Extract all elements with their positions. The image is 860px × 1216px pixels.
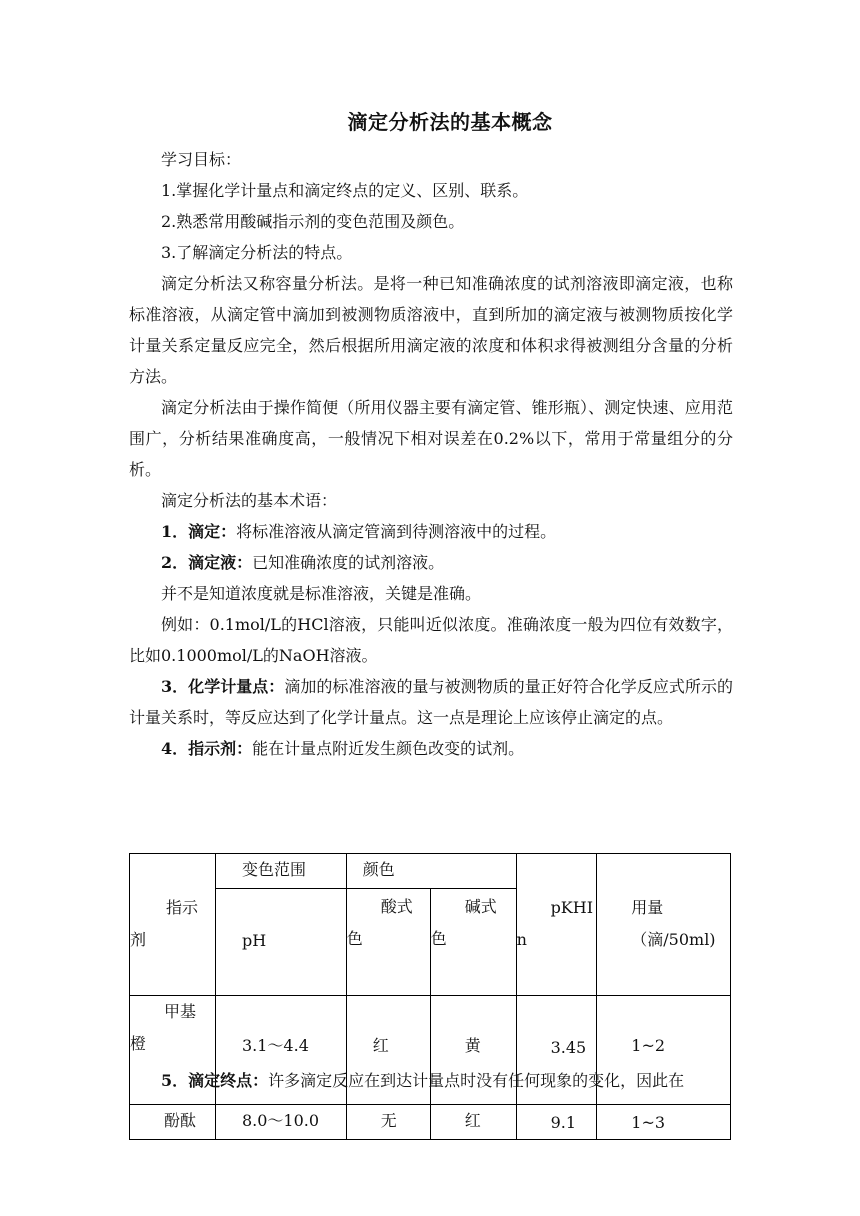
table-header-row	[130, 854, 731, 889]
header-text: 剂	[130, 930, 147, 949]
cell-text: 甲基	[164, 1002, 197, 1021]
objective-item: 1.掌握化学计量点和滴定终点的定义、区别、联系。	[161, 181, 529, 200]
document-body-continued	[129, 1065, 733, 1096]
note-standard-solution: 并不是知道浓度就是标准溶液，关键是准确。	[161, 584, 482, 603]
term-titrant	[129, 547, 733, 578]
objective-item: 3.了解滴定分析法的特点。	[161, 243, 353, 262]
header-base-color	[430, 889, 516, 996]
header-acid-color	[346, 889, 430, 996]
term-text: 滴加的标准溶液的量与被测物质的量正好符合化学反应式所示的计量关系时，等反应达到了化学计量点。这一点是理论上应该停止滴定的点。	[129, 677, 733, 727]
cell-acid-color: 红	[346, 996, 430, 1105]
cell-range: 3.1～4.4	[215, 996, 346, 1105]
term-label: 5．滴定终点：	[161, 1071, 269, 1090]
header-range: 变色范围	[215, 854, 346, 889]
header-text: （滴/50ml)	[631, 930, 716, 949]
page-title: 滴定分析法的基本概念	[347, 110, 553, 134]
term-equivalence-point	[129, 671, 733, 733]
header-dosage	[597, 854, 731, 996]
header-text: 酸式	[380, 897, 413, 916]
cell-range: 8.0～10.0	[215, 1105, 346, 1140]
header-text: pKHI	[550, 898, 594, 917]
objective-item: 2.熟悉常用酸碱指示剂的变色范围及颜色。	[161, 212, 465, 231]
term-text: 将标准溶液从滴定管滴到待测溶液中的过程。	[236, 522, 557, 541]
term-label: 1．滴定：	[161, 522, 237, 541]
cell-acid-color: 无	[346, 1105, 430, 1140]
example-paragraph: 例如：0.1mol/L的HCl溶液，只能叫近似浓度。准确浓度一般为四位有效数字，比如0.1000mol/L的NaOH溶液。	[129, 615, 733, 665]
term-titration	[129, 516, 733, 547]
header-text: 色	[430, 929, 447, 948]
header-text: 碱式	[464, 897, 497, 916]
paragraph-definition: 滴定分析法又称容量分析法。是将一种已知准确浓度的试剂溶液即滴定液，也称标准溶液，从滴定管中滴加到被测物质溶液中，直到所加的滴定液与被测物质按化学计量关系定量反应完全，然后根据所用滴定液的浓度和体积求得被测组分含量的分析方法。	[129, 274, 733, 386]
header-indicator	[130, 854, 216, 996]
cell-base-color: 红	[430, 1105, 516, 1140]
cell-text: 橙	[130, 1034, 147, 1053]
header-ph: pH	[215, 889, 346, 996]
header-text: 色	[346, 929, 363, 948]
cell-dosage: 1~3	[597, 1105, 731, 1140]
header-text: 指示	[166, 898, 199, 917]
cell-dosage: 1~2	[597, 996, 731, 1105]
cell-base-color: 黄	[430, 996, 516, 1105]
header-text: n	[516, 930, 527, 949]
document-body	[129, 144, 733, 764]
objectives-heading: 学习目标：	[161, 150, 242, 169]
cell-pk: 9.1	[516, 1105, 597, 1140]
cell-pk: 3.45	[516, 996, 597, 1105]
indicator-table	[129, 853, 731, 1140]
term-text: 许多滴定反应在到达计量点时没有任何现象的变化，因此在	[268, 1071, 685, 1090]
header-text: 用量	[631, 898, 664, 917]
term-text: 已知准确浓度的试剂溶液。	[252, 553, 445, 572]
term-endpoint	[129, 1065, 733, 1096]
header-pk	[516, 854, 597, 996]
table-row	[130, 1105, 731, 1140]
terms-heading: 滴定分析法的基本术语：	[161, 491, 338, 510]
term-indicator	[129, 733, 733, 764]
term-text: 能在计量点附近发生颜色改变的试剂。	[252, 739, 525, 758]
paragraph-features: 滴定分析法由于操作简便（所用仪器主要有滴定管、锥形瓶）、测定快速、应用范围广，分析结果准确度高，一般情况下相对误差在0.2%以下，常用于常量组分的分析。	[129, 398, 733, 479]
term-label: 3．化学计量点：	[161, 677, 285, 696]
cell-indicator-name: 酚酞	[130, 1105, 216, 1140]
term-label: 2．滴定液：	[161, 553, 253, 572]
term-label: 4．指示剂：	[161, 739, 253, 758]
header-color: 颜色	[346, 854, 516, 889]
